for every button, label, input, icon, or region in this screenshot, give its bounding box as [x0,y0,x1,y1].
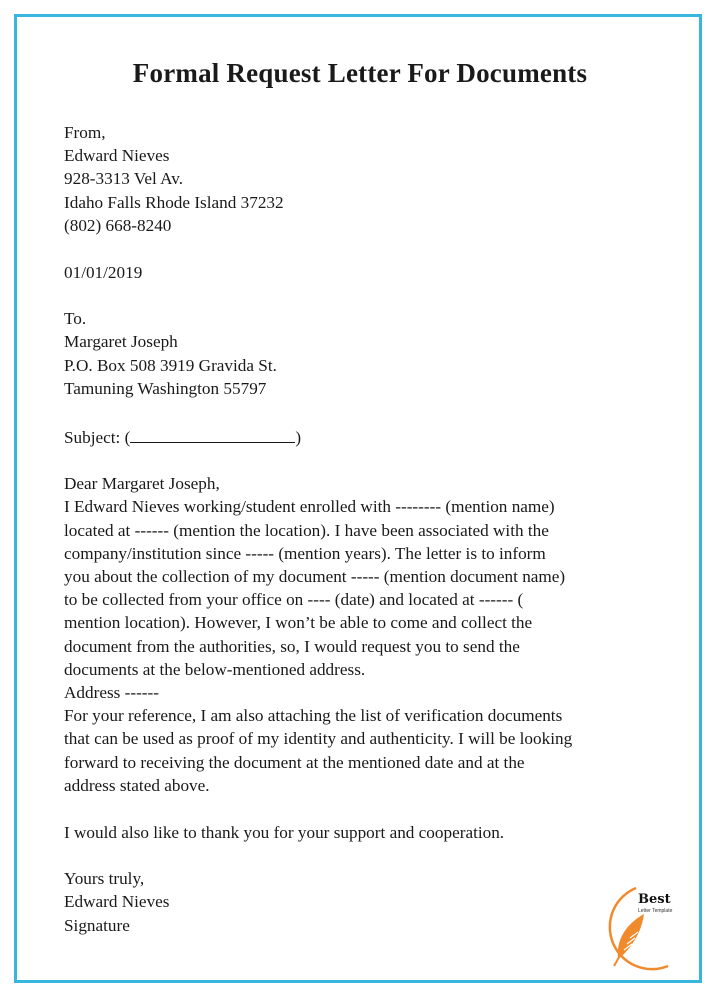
sender-address-1: 928-3313 Vel Av. [64,169,184,189]
closing: Yours truly, [64,869,145,889]
logo-tagline: Letter Template [638,908,673,914]
paragraph-2 [64,704,664,797]
logo-brand-text: Best [638,892,671,907]
subject-prefix: Subject: ( [64,427,131,447]
salutation: Dear Margaret Joseph, [64,474,220,494]
to-label: To. [64,309,87,329]
sender-address-2: Idaho Falls Rhode Island 37232 [64,192,284,212]
paragraph-line: mention location). However, I won’t be able to come and collect the [64,613,533,633]
paragraph-line: company/institution since ----- (mention years). The letter is to inform [64,543,546,563]
signer-name: Edward Nieves [64,892,170,912]
sender-phone: (802) 668-8240 [64,215,172,235]
paragraph-line: address stated above. [64,775,210,795]
letter-title: Formal Request Letter For Documents [132,58,588,88]
paragraph-line: I Edward Nieves working/student enrolled with -------- (mention name) [64,497,555,517]
letter-date: 01/01/2019 [64,262,143,282]
subject-suffix: ) [295,427,302,447]
paragraph-line: that can be used as proof of my identity and authenticity. I will be looking [64,729,573,749]
subject-blank [130,424,295,443]
sender-block [64,121,664,237]
thanks-line: I would also like to thank you for your support and cooperation. [64,822,505,842]
paragraph-line: For your reference, I am also attaching the list of verification documents [64,706,563,726]
paragraph-line: located at ------ (mention the location). I have been associated with the [64,520,549,540]
from-label: From, [64,123,106,142]
signature-label: Signature [64,915,130,935]
paragraph-line: document from the authorities, so, I would request you to send the [64,636,520,656]
paragraph-line: you about the collection of my document ----- (mention document name) [64,567,566,587]
address-line: Address ------ [64,683,159,703]
paragraph-line: to be collected from your office on ---- (date) and located at ------ ( [64,590,524,610]
paragraph-1 [64,495,664,681]
paragraph-line: documents at the below-mentioned address. [64,659,366,679]
subject-line [64,424,664,449]
brand-logo [598,884,686,972]
recipient-block [64,307,664,400]
paragraph-line: forward to receiving the document at the mentioned date and at the [64,752,525,772]
recipient-address-2: Tamuning Washington 55797 [64,378,267,398]
recipient-name: Margaret Joseph [64,332,178,352]
recipient-address-1: P.O. Box 508 3919 Gravida St. [64,355,277,375]
letter-body [64,121,664,937]
sender-name: Edward Nieves [64,146,170,166]
